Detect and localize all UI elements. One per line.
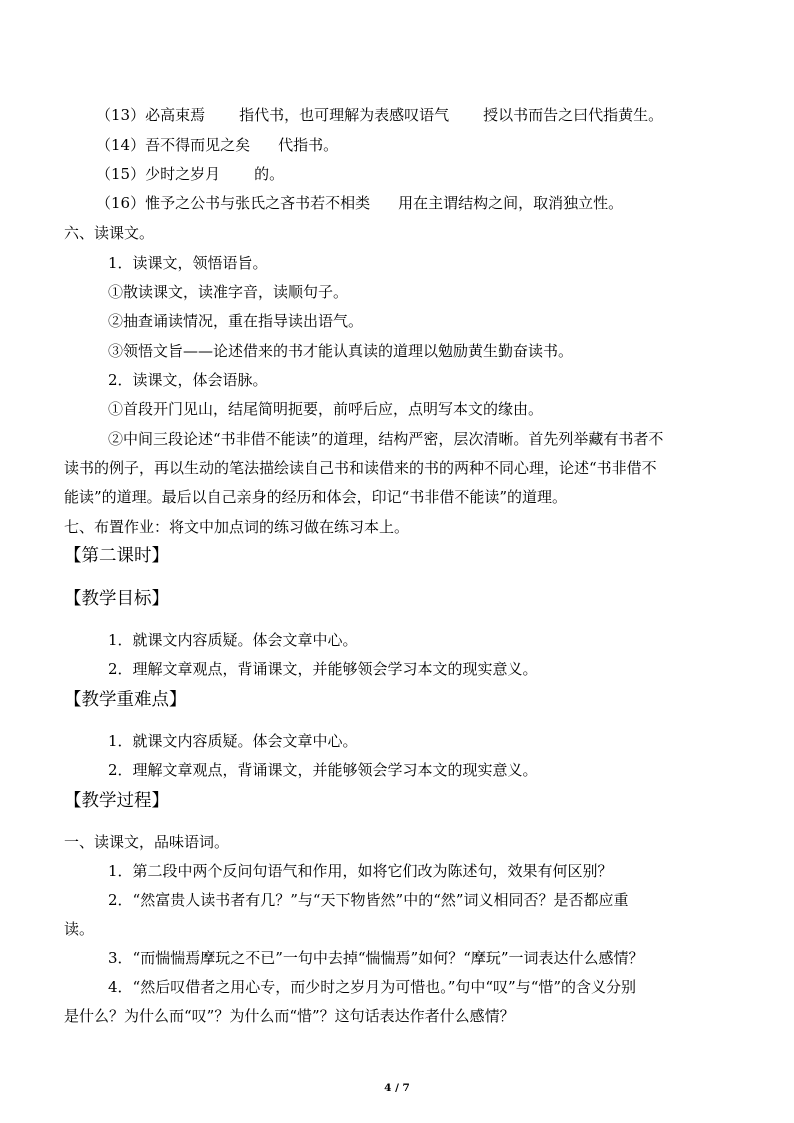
item-16 — [96, 193, 623, 213]
page-number: 4 / 7 — [384, 1082, 410, 1094]
item-16-note: 用在主谓结构之间，取消独立性。 — [398, 194, 624, 212]
goal-2: 2．理解文章观点，背诵课文，并能够领会学习本文的现实意义。 — [108, 660, 538, 678]
heading-key-points: 【教学重难点】 — [64, 690, 187, 710]
key-point-2: 2．理解文章观点，背诵课文，并能够领会学习本文的现实意义。 — [108, 761, 538, 779]
heading-teaching-process: 【教学过程】 — [64, 791, 169, 811]
question-1: 1．第二段中两个反问句语气和作用，如将它们改为陈述句，效果有何区别？ — [108, 862, 613, 880]
section-7: 七、布置作业：将文中加点词的练习做在练习本上。 — [64, 518, 410, 536]
item-14 — [96, 135, 338, 155]
section-6-p2b-line2: 读书的例子，再以生动的笔法描绘读自己书和读借来的书的两种不同心理，论述“书非借不 — [64, 459, 657, 477]
item-14-note: 代指书。 — [278, 136, 339, 154]
item-13-extra: 授以书而告之曰代指黄生。 — [483, 106, 664, 124]
section-6-p1a: ①散读课文，读准字音，读顺句子。 — [108, 283, 349, 301]
heading-teaching-goals: 【教学目标】 — [64, 589, 169, 609]
process-title: 一、读课文，品味语词。 — [64, 833, 230, 851]
item-13-text: （13）必高束焉 — [96, 106, 206, 124]
key-point-1: 1．就课文内容质疑。体会文章中心。 — [108, 732, 358, 750]
heading-lesson-2: 【第二课时】 — [64, 546, 169, 566]
item-15 — [96, 164, 284, 184]
question-4-line1: 4．“然后叹借者之用心专，而少时之岁月为可惜也。”句中“叹”与“惜”的含义分别 — [108, 978, 637, 996]
item-14-text: （14）吾不得而见之矣 — [96, 136, 251, 154]
section-6-p2b-line3: 能读”的道理。最后以自己亲身的经历和体会，印记“书非借不能读”的道理。 — [64, 488, 568, 506]
question-2-line1: 2．“然富贵人读书者有几？”与“天下物皆然”中的“然”词义相同否？是否都应重 — [108, 891, 629, 909]
section-6-title: 六、读课文。 — [64, 224, 155, 242]
section-6-p2b-line1: ②中间三段论述“书非借不能读”的道理，结构严密，层次清晰。首先列举藏有书者不 — [108, 430, 664, 448]
item-13-note: 指代书，也可理解为表感叹语气 — [239, 106, 450, 124]
question-4-line2: 是什么？为什么而“叹”？为什么而“惜”？这句话表达作者什么感情？ — [64, 1007, 515, 1025]
question-3: 3．“而惴惴焉摩玩之不已”一句中去掉“惴惴焉”如何？“摩玩”一词表达什么感情？ — [108, 949, 644, 967]
item-16-text: （16）惟予之公书与张氏之吝书若不相类 — [96, 194, 371, 212]
section-6-p2a: ①首段开门见山，结尾简明扼要，前呼后应，点明写本文的缘由。 — [108, 400, 544, 418]
section-6-p1: 1．读课文，领悟语旨。 — [108, 254, 268, 272]
item-13 — [96, 105, 663, 125]
goal-1: 1．就课文内容质疑。体会文章中心。 — [108, 631, 358, 649]
section-6-p1b: ②抽查诵读情况，重在指导读出语气。 — [108, 312, 364, 330]
section-6-p1c: ③领悟文旨——论述借来的书才能认真读的道理以勉励黄生勤奋读书。 — [108, 342, 574, 360]
item-15-note: 的。 — [254, 165, 285, 183]
section-6-p2: 2．读课文，体会语脉。 — [108, 371, 268, 389]
question-2-line2: 读。 — [64, 920, 95, 938]
item-15-text: （15）少时之岁月 — [96, 165, 221, 183]
